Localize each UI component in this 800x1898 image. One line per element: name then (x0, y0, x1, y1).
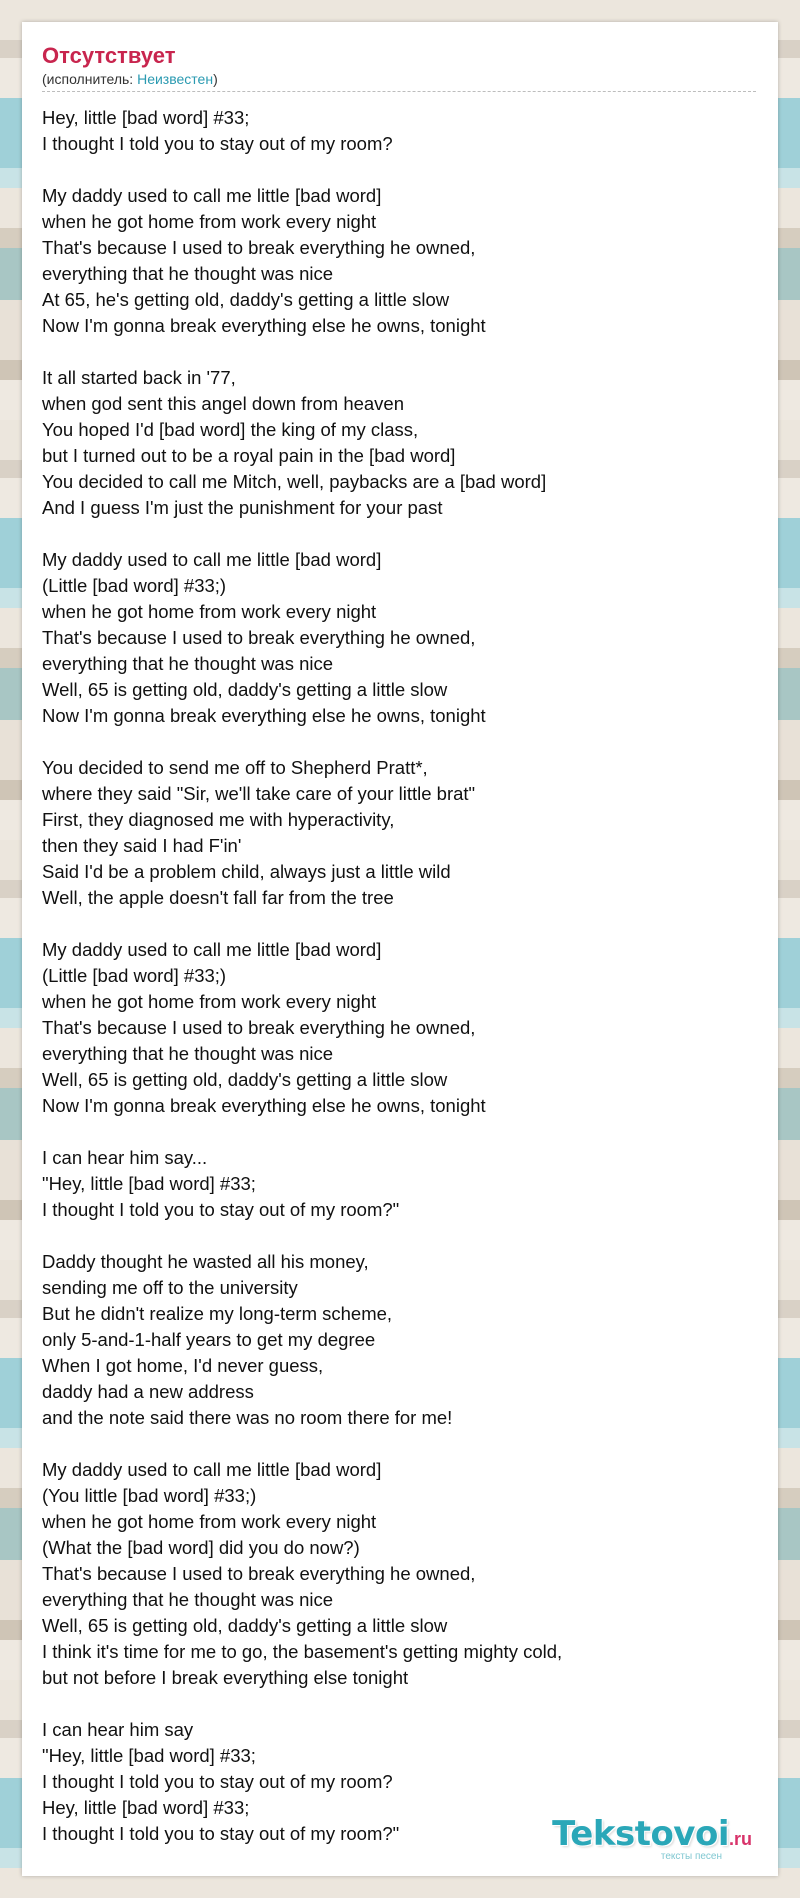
stanza-break (42, 911, 758, 937)
lyric-line: (What the [bad word] did you do now?) (42, 1537, 360, 1558)
lyric-line: My daddy used to call me little [bad word] (42, 939, 382, 960)
lyric-line: Well, 65 is getting old, daddy's getting a little slow (42, 679, 448, 700)
lyric-line: I can hear him say... (42, 1147, 208, 1168)
lyric-line: And I guess I'm just the punishment for your past (42, 497, 443, 518)
lyric-line: (You little [bad word] #33;) (42, 1485, 257, 1506)
logo-tagline: тексты песен (660, 1851, 722, 1862)
stanza-break (42, 1431, 758, 1457)
lyric-line: My daddy used to call me little [bad word] (42, 549, 382, 570)
lyric-line: but I turned out to be a royal pain in the [bad word] (42, 445, 456, 466)
lyric-line: You hoped I'd [bad word] the king of my class, (42, 419, 419, 440)
lyric-line: "Hey, little [bad word] #33; (42, 1745, 256, 1766)
lyric-line: sending me off to the university (42, 1277, 298, 1298)
lyric-line: When I got home, I'd never guess, (42, 1355, 324, 1376)
lyric-line: Well, the apple doesn't fall far from the tree (42, 887, 394, 908)
lyric-line: (Little [bad word] #33;) (42, 965, 227, 986)
artist-line (42, 70, 756, 92)
lyric-line: I thought I told you to stay out of my room?" (42, 1199, 400, 1220)
lyric-line: Hey, little [bad word] #33; (42, 1797, 250, 1818)
artist-prefix: (исполнитель: (42, 71, 138, 87)
lyric-line: That's because I used to break everything he owned, (42, 237, 476, 258)
lyric-line: At 65, he's getting old, daddy's getting a little slow (42, 289, 450, 310)
artist-suffix: ) (213, 71, 218, 87)
artist-link[interactable]: Неизвестен (137, 71, 214, 87)
stanza-break (42, 339, 758, 365)
lyric-line: My daddy used to call me little [bad word] (42, 185, 382, 206)
lyric-line: then they said I had F'in' (42, 835, 242, 856)
lyric-line: Well, 65 is getting old, daddy's getting a little slow (42, 1615, 448, 1636)
lyric-line: everything that he thought was nice (42, 263, 334, 284)
lyric-line: Hey, little [bad word] #33; (42, 107, 250, 128)
lyric-line: I thought I told you to stay out of my room?" (42, 1823, 400, 1844)
lyric-line: everything that he thought was nice (42, 1589, 334, 1610)
stanza-break (42, 1119, 758, 1145)
lyric-line: when he got home from work every night (42, 211, 377, 232)
lyric-line: Now I'm gonna break everything else he owns, tonight (42, 315, 486, 336)
lyric-line: It all started back in '77, (42, 367, 236, 388)
lyric-line: daddy had a new address (42, 1381, 254, 1402)
lyric-line: You decided to send me off to Shepherd Pratt*, (42, 757, 428, 778)
lyric-line: only 5-and-1-half years to get my degree (42, 1329, 376, 1350)
lyric-line: You decided to call me Mitch, well, paybacks are a [bad word] (42, 471, 547, 492)
lyric-line: where they said "Sir, we'll take care of your little brat" (42, 783, 476, 804)
lyric-line: That's because I used to break everything he owned, (42, 627, 476, 648)
lyrics-text (42, 105, 758, 1847)
lyric-line: (Little [bad word] #33;) (42, 575, 227, 596)
lyric-line: That's because I used to break everything he owned, (42, 1563, 476, 1584)
stanza-break (42, 521, 758, 547)
lyric-line: I can hear him say (42, 1719, 194, 1740)
lyric-line: That's because I used to break everything he owned, (42, 1017, 476, 1038)
lyric-line: Said I'd be a problem child, always just a little wild (42, 861, 451, 882)
lyric-line: everything that he thought was nice (42, 1043, 334, 1064)
stanza-break (42, 729, 758, 755)
logo-tld: .ru (728, 1829, 752, 1849)
lyric-line: Daddy thought he wasted all his money, (42, 1251, 369, 1272)
lyric-line: Now I'm gonna break everything else he owns, tonight (42, 1095, 486, 1116)
lyric-line: I think it's time for me to go, the basement's getting mighty cold, (42, 1641, 563, 1662)
lyric-line: But he didn't realize my long-term scheme, (42, 1303, 393, 1324)
song-title: Отсутствует (42, 43, 176, 68)
stanza-break (42, 1691, 758, 1717)
lyric-line: I thought I told you to stay out of my room? (42, 133, 393, 154)
lyric-line: My daddy used to call me little [bad word] (42, 1459, 382, 1480)
lyric-line: when he got home from work every night (42, 991, 377, 1012)
lyric-line: when he got home from work every night (42, 601, 377, 622)
lyric-line: everything that he thought was nice (42, 653, 334, 674)
lyric-line: when he got home from work every night (42, 1511, 377, 1532)
lyric-line: First, they diagnosed me with hyperactivity, (42, 809, 395, 830)
lyric-line: when god sent this angel down from heaven (42, 393, 405, 414)
lyric-line: I thought I told you to stay out of my room? (42, 1771, 393, 1792)
lyric-line: and the note said there was no room there for me! (42, 1407, 453, 1428)
logo-wordmark: Tekstovoi (552, 1814, 729, 1854)
site-logo[interactable] (552, 1816, 752, 1862)
lyric-line: "Hey, little [bad word] #33; (42, 1173, 256, 1194)
lyric-line: Well, 65 is getting old, daddy's getting a little slow (42, 1069, 448, 1090)
lyric-line: but not before I break everything else tonight (42, 1667, 409, 1688)
lyrics-card (22, 22, 778, 1876)
stanza-break (42, 1223, 758, 1249)
stanza-break (42, 157, 758, 183)
lyric-line: Now I'm gonna break everything else he owns, tonight (42, 705, 486, 726)
